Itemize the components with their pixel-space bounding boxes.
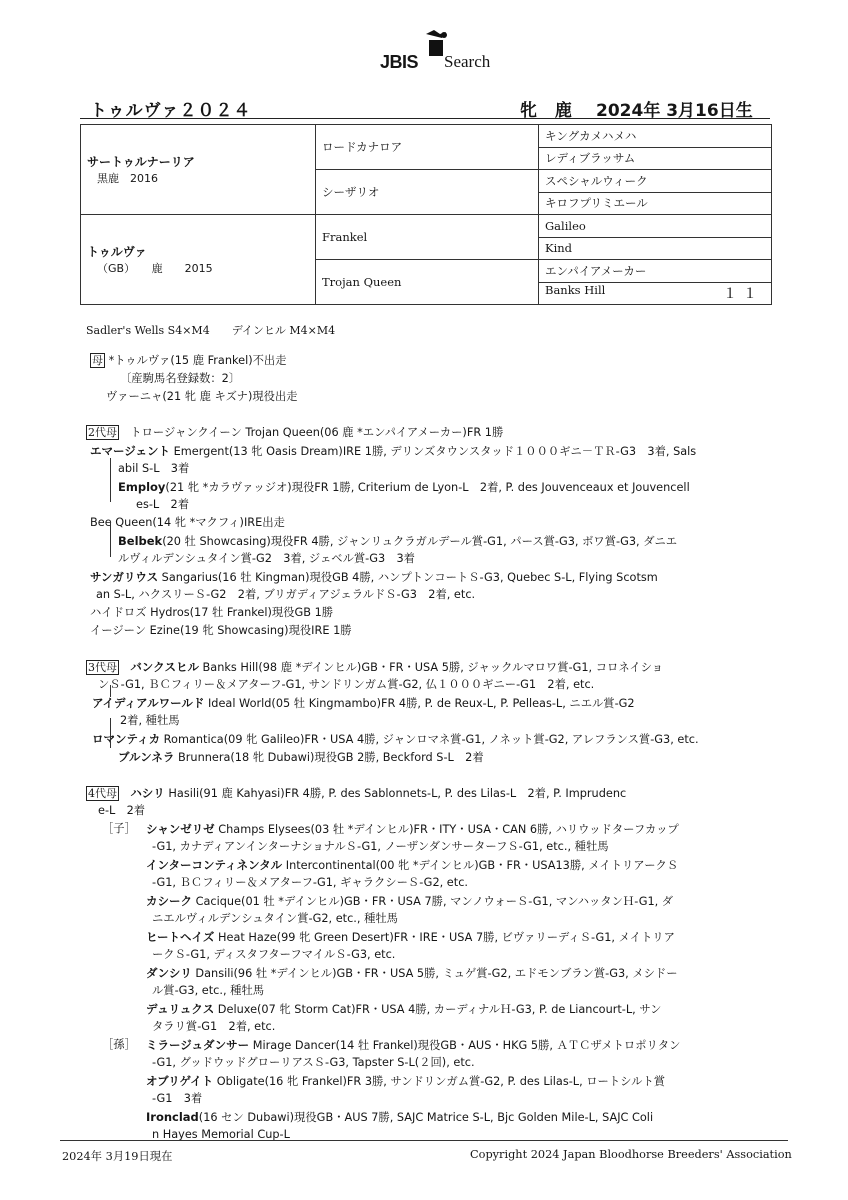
horse-name-bold: カシーク — [146, 894, 192, 908]
family-line — [118, 748, 484, 767]
family-line — [146, 1108, 653, 1127]
horse-name-bold: Ironclad — [146, 1110, 199, 1124]
family-line — [118, 532, 677, 551]
family-line — [98, 676, 594, 694]
sire-detail: 黒鹿 2016 — [97, 172, 158, 185]
offspring-count: １１ — [723, 286, 763, 303]
line-text: (20 牡 Showcasing)現役FR 4勝, ジャンリュクラガルデール賞-G1, パース賞-G3, ボワ賞-G3, ダニエ — [162, 535, 678, 548]
line-text: es-L 2着 — [136, 498, 189, 511]
family-line — [90, 604, 333, 622]
line-text: Ideal World(05 牡 Kingmambo)FR 4勝, P. de Reux-L, P. Pelleas-L, ニエル賞-G2 — [204, 697, 635, 710]
line-text — [119, 661, 130, 674]
family-line — [98, 802, 145, 820]
line-text: Deluxe(07 牝 Storm Cat)FR・USA 4勝, カーディナルＨ-G3, P. de Liancourt-L, サン — [214, 1003, 662, 1016]
sire-cell — [81, 125, 316, 215]
family-line — [90, 514, 285, 532]
sex-color: 牝 鹿 — [520, 101, 578, 121]
horse-name-bold: ブルンネラ — [118, 750, 175, 764]
line-text: ンＳ-G1, ＢＣフィリー＆メアターフ-G1, サンドリンガム賞-G2, 仏１０００ギニー-G1 2着, etc. — [98, 678, 595, 691]
family-line — [120, 370, 240, 388]
horse-name: トゥルヴァ２０２４ — [90, 101, 252, 121]
family-line — [136, 496, 189, 514]
family-line — [118, 550, 415, 568]
line-text: -G1, グッドウッドグローリアスＳ-G3, Tapster S-L(２回), etc. — [152, 1056, 475, 1069]
g3-cell: Kind — [539, 237, 772, 260]
family-line — [92, 730, 699, 749]
sire-name: サートゥルナーリア — [87, 155, 195, 169]
line-text: Banks Hill(98 鹿 *デインヒル)GB・FR・USA 5勝, ジャックルマロワ賞-G1, コロネイショ — [198, 661, 664, 674]
horse-name-bold: エマージェント — [90, 444, 171, 458]
generation-tag: 3代母 — [88, 661, 117, 674]
line-text: ル賞-G3, etc., 種牡馬 — [152, 984, 265, 997]
line-text: Champs Elysees(03 牡 *デインヒル)FR・ITY・USA・CAN 6勝, ハリウッドターフカップ — [214, 823, 679, 836]
dam-name: トゥルヴァ — [87, 245, 147, 259]
line-text: Mirage Dancer(14 牡 Frankel)現役GB・AUS・HKG 5勝, ＡＴＣザメトロポリタン — [249, 1039, 681, 1052]
line-text: (21 牝 *カラヴァッジオ)現役FR 1勝, Criterium de Lyon-L 2着, P. des Jouvenceaux et Jouvencell — [165, 481, 690, 494]
inbreeding-line: Sadler's Wells S4×M4 デインヒル M4×M4 — [86, 324, 336, 337]
line-text: -G1, カナディアンインターナショナルＳ-G1, ノーザンダンサーターフＳ-G1, etc., 種牡馬 — [152, 840, 609, 853]
horse-name-bold: Belbek — [118, 534, 163, 548]
family-line — [90, 442, 696, 461]
horse-name-bold: シャンゼリゼ — [146, 822, 215, 836]
line-text: Hasili(91 鹿 Kahyasi)FR 4勝, P. des Sablonnets-L, P. des Lilas-L 2着, P. Imprudenc — [164, 787, 627, 800]
line-text: Emergent(13 牝 Oasis Dream)IRE 1勝, デリンズタウンスタッド１０００ギニ－ＴＲ-G3 3着, Sals — [170, 445, 697, 458]
footer-rule — [60, 1140, 788, 1141]
family-line — [120, 712, 180, 730]
sire-sire: ロードカナロア — [316, 125, 539, 170]
line-text: Romantica(09 牝 Galileo)FR・USA 4勝, ジャンロマネ賞-G1, ノネット賞-G2, アレフランス賞-G3, etc. — [160, 733, 699, 746]
header-rule — [80, 118, 770, 119]
family-line — [146, 1072, 665, 1091]
dam-dam: Trojan Queen — [316, 260, 539, 305]
line-text: ニエルヴィルデンシュタイン賞-G2, etc., 種牡馬 — [152, 912, 398, 925]
bracket-bar — [110, 685, 111, 697]
horse-name-bold: アイディアルワールド — [92, 696, 205, 710]
family-line — [152, 1090, 202, 1108]
family-line — [86, 424, 503, 442]
family-line — [146, 820, 679, 839]
line-text: タラリ賞-G1 2着, etc. — [152, 1020, 276, 1033]
horse-name-bold: インターコンティネンタル — [146, 858, 283, 872]
line-text: Dansili(96 牡 *デインヒル)GB・FR・USA 5勝, ミュゲ賞-G2, エドモンブラン賞-G3, メシドー — [191, 967, 678, 980]
horse-name-bold: Employ — [118, 480, 166, 494]
family-line — [152, 1126, 290, 1144]
g3-cell: エンパイアメーカー — [539, 260, 772, 283]
family-line — [152, 1054, 475, 1072]
dam-cell — [81, 215, 316, 305]
generation-tag: 母 — [92, 354, 103, 367]
family-line — [86, 658, 663, 677]
bracket-bar — [110, 718, 111, 748]
line-text: Bee Queen(14 牝 *マクフィ)IRE出走 — [90, 516, 285, 529]
horse-name-bold: ハシリ — [130, 786, 165, 800]
line-text: Intercontinental(00 牝 *デインヒル)GB・FR・USA13勝, メイトリアークＳ — [282, 859, 679, 872]
line-text: Sangarius(16 牡 Kingman)現役GB 4勝, ハンプトンコートＳ-G3, Quebec S-L, Flying Scotsm — [158, 571, 658, 584]
line-text: イージーン Ezine(19 牝 Showcasing)現役IRE 1勝 — [90, 624, 352, 637]
family-line — [152, 982, 264, 1000]
family-line — [90, 352, 287, 370]
family-line — [96, 586, 475, 604]
family-line — [146, 964, 678, 983]
line-text: トロージャンクイーン Trojan Queen(06 鹿 *エンパイアメーカー)FR 1勝 — [119, 426, 504, 439]
generation-tag: 4代母 — [88, 787, 117, 800]
line-text: e-L 2着 — [98, 804, 146, 817]
line-text — [119, 787, 130, 800]
family-line — [146, 892, 673, 911]
g3-cell: スペシャルウィーク — [539, 170, 772, 193]
family-line — [152, 838, 609, 856]
footer-copyright: Copyright 2024 Japan Bloodhorse Breeders' Association — [470, 1148, 792, 1161]
family-line — [152, 910, 398, 928]
g3-cell: キロフプリミエール — [539, 192, 772, 215]
pedigree-table — [80, 124, 772, 305]
g3-cell: レディブラッサム — [539, 147, 772, 170]
line-text: ークＳ-G1, ディスタフターフマイルＳ-G3, etc. — [152, 948, 396, 961]
line-text: ルヴィルデンシュタイン賞-G2 3着, ジェベル賞-G3 3着 — [118, 552, 415, 565]
footer-date: 2024年 3月19日現在 — [62, 1150, 173, 1163]
family-line — [152, 874, 468, 892]
line-text: 〔産駒馬名登録数：2〕 — [120, 372, 241, 385]
horse-name-bold: オブリゲイト — [146, 1074, 214, 1088]
horse-name-bold: ヒートヘイズ — [146, 930, 215, 944]
g3-cell — [539, 282, 772, 305]
family-line — [92, 694, 635, 713]
family-line — [106, 388, 298, 406]
line-text: -G1 3着 — [152, 1092, 203, 1105]
line-text: Obligate(16 牝 Frankel)FR 3勝, サンドリンガム賞-G2, P. des Lilas-L, ロートシルト賞 — [213, 1075, 666, 1088]
family-line — [146, 856, 678, 875]
family-line — [152, 1018, 275, 1036]
line-text: 2着, 種牡馬 — [120, 714, 180, 727]
line-text: ［子］ — [102, 822, 136, 835]
logo-jbis-text: JBIS — [380, 52, 419, 72]
horse-name-bold: ロマンティカ — [92, 732, 161, 746]
family-line — [152, 946, 395, 964]
family-line — [90, 622, 352, 640]
horse-name-bold: バンクスヒル — [130, 660, 199, 674]
line-text: an S-L, ハクスリーＳ-G2 2着, ブリガディアジェラルドＳ-G3 2着, etc. — [96, 588, 476, 601]
line-text: ハイドロズ Hydros(17 牡 Frankel)現役GB 1勝 — [90, 606, 334, 619]
family-line — [118, 460, 189, 478]
line-text: ヴァーニャ(21 牝 鹿 キズナ)現役出走 — [106, 390, 298, 403]
line-text: abil S-L 3着 — [118, 462, 190, 475]
dam-detail: （GB） 鹿 2015 — [97, 262, 213, 275]
horse-name-bold: ダンシリ — [146, 966, 192, 980]
bracket-bar — [110, 458, 111, 502]
line-text: Heat Haze(99 牝 Green Desert)FR・IRE・USA 7勝, ビヴァリーディＳ-G1, メイトリア — [214, 931, 675, 944]
bracket-bar — [110, 521, 111, 557]
line-text: (16 セン Dubawi)現役GB・AUS 7勝, SAJC Matrice S-L, Bjc Golden Mile-L, SAJC Coli — [198, 1111, 654, 1124]
family-line — [146, 928, 675, 947]
family-line — [146, 1000, 661, 1019]
logo-search-text: Search — [444, 52, 491, 71]
line-text: Cacique(01 牡 *デインヒル)GB・FR・USA 7勝, マンノウォーＳ-G1, マンハッタンＨ-G1, ダ — [192, 895, 674, 908]
jbis-search-logo — [380, 30, 500, 74]
g3-cell: Galileo — [539, 215, 772, 238]
horse-name-bold: ミラージュダンサー — [146, 1038, 250, 1052]
line-text: -G1, ＢＣフィリー＆メアターフ-G1, ギャラクシーＳ-G2, etc. — [152, 876, 468, 889]
line-text: ［孫］ — [102, 1038, 136, 1051]
g3-name: Banks Hill — [545, 283, 606, 298]
family-line — [146, 1036, 680, 1055]
family-line — [86, 784, 626, 803]
family-line — [90, 568, 658, 587]
horse-name-bold: サンガリウス — [90, 570, 159, 584]
g3-cell: キングカメハメハ — [539, 125, 772, 148]
family-line — [118, 478, 690, 497]
line-text: Brunnera(18 牝 Dubawi)現役GB 2勝, Beckford S-L 2着 — [174, 751, 484, 764]
line-text: n Hayes Memorial Cup-L — [152, 1128, 290, 1141]
sire-dam: シーザリオ — [316, 170, 539, 215]
family-line — [102, 1036, 136, 1054]
generation-tag: 2代母 — [88, 426, 117, 439]
family-line — [102, 820, 136, 838]
horse-name-bold: デュリュクス — [146, 1002, 215, 1016]
dam-sire: Frankel — [316, 215, 539, 260]
line-text: *トゥルヴァ(15 鹿 Frankel)不出走 — [105, 354, 287, 367]
birth-date: 2024年 3月16日生 — [596, 101, 753, 121]
